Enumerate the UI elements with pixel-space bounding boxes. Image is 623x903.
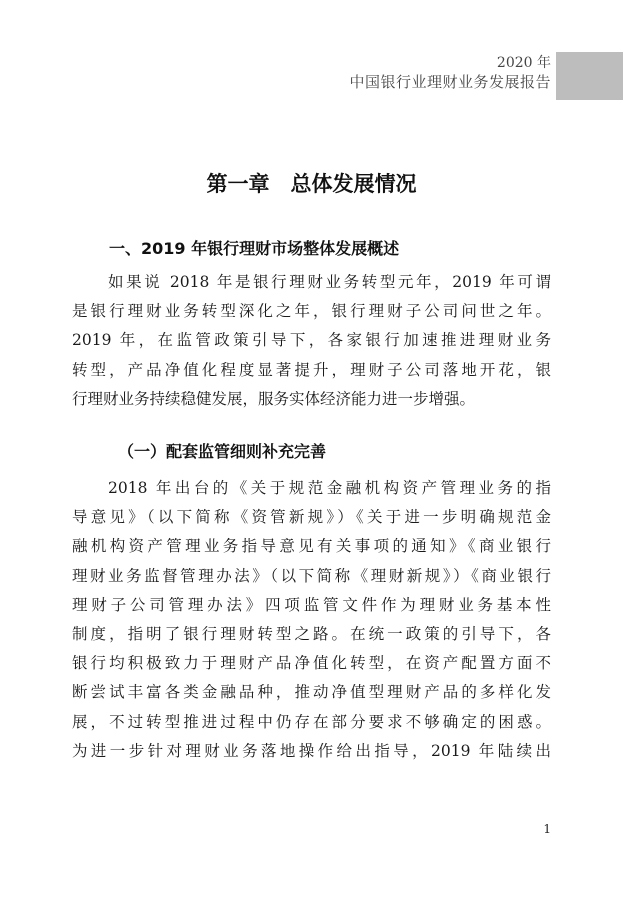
subsection-heading: （一）配套监管细则补充完善: [118, 442, 327, 461]
section-paragraph: [72, 268, 551, 414]
paragraph-line: 是银行理财业务转型深化之年，银行理财子公司问世之年。: [72, 302, 551, 321]
paragraph-line: 展，不过转型推进过程中仍存在部分要求不够确定的困惑。: [72, 712, 551, 731]
paragraph-line: 理财业务监督管理办法》（以下简称《理财新规》）《商业银行: [72, 566, 551, 585]
paragraph-line: 断尝试丰富各类金融品种，推动净值型理财产品的多样化发: [72, 683, 551, 702]
section-heading: 一、2019 年银行理财市场整体发展概述: [109, 239, 400, 258]
subsection-paragraph: [72, 474, 551, 766]
paragraph-line: 2019 年，在监管政策引导下，各家银行加速推进理财业务: [72, 331, 551, 350]
header-title: 中国银行业理财业务发展报告: [349, 73, 551, 91]
paragraph-line: 导意见》（以下简称《资管新规》）《关于进一步明确规范金: [72, 508, 551, 527]
page-number: 1: [543, 822, 551, 836]
chapter-title: 第一章 总体发展情况: [206, 172, 417, 196]
paragraph-line: 2018 年出台的《关于规范金融机构资产管理业务的指: [108, 479, 551, 497]
paragraph-line: 如果说 2018 年是银行理财业务转型元年，2019 年可谓: [108, 273, 551, 291]
header-decoration-block: [556, 52, 623, 100]
header-year: 2020 年: [496, 55, 551, 71]
paragraph-line: 理财子公司管理办法》四项监管文件作为理财业务基本性: [72, 595, 551, 614]
paragraph-line: 为进一步针对理财业务落地操作给出指导，2019 年陆续出: [72, 741, 551, 760]
paragraph-line: 行理财业务持续稳健发展，服务实体经济能力进一步增强。: [72, 389, 476, 408]
paragraph-line: 融机构资产管理业务指导意见有关事项的通知》《商业银行: [72, 537, 551, 556]
paragraph-line: 制度，指明了银行理财转型之路。在统一政策的引导下，各: [72, 624, 551, 643]
paragraph-line: 转型，产品净值化程度显著提升，理财子公司落地开花，银: [72, 360, 551, 379]
paragraph-line: 银行均积极致力于理财产品净值化转型，在资产配置方面不: [72, 654, 551, 673]
running-header: [349, 54, 551, 92]
